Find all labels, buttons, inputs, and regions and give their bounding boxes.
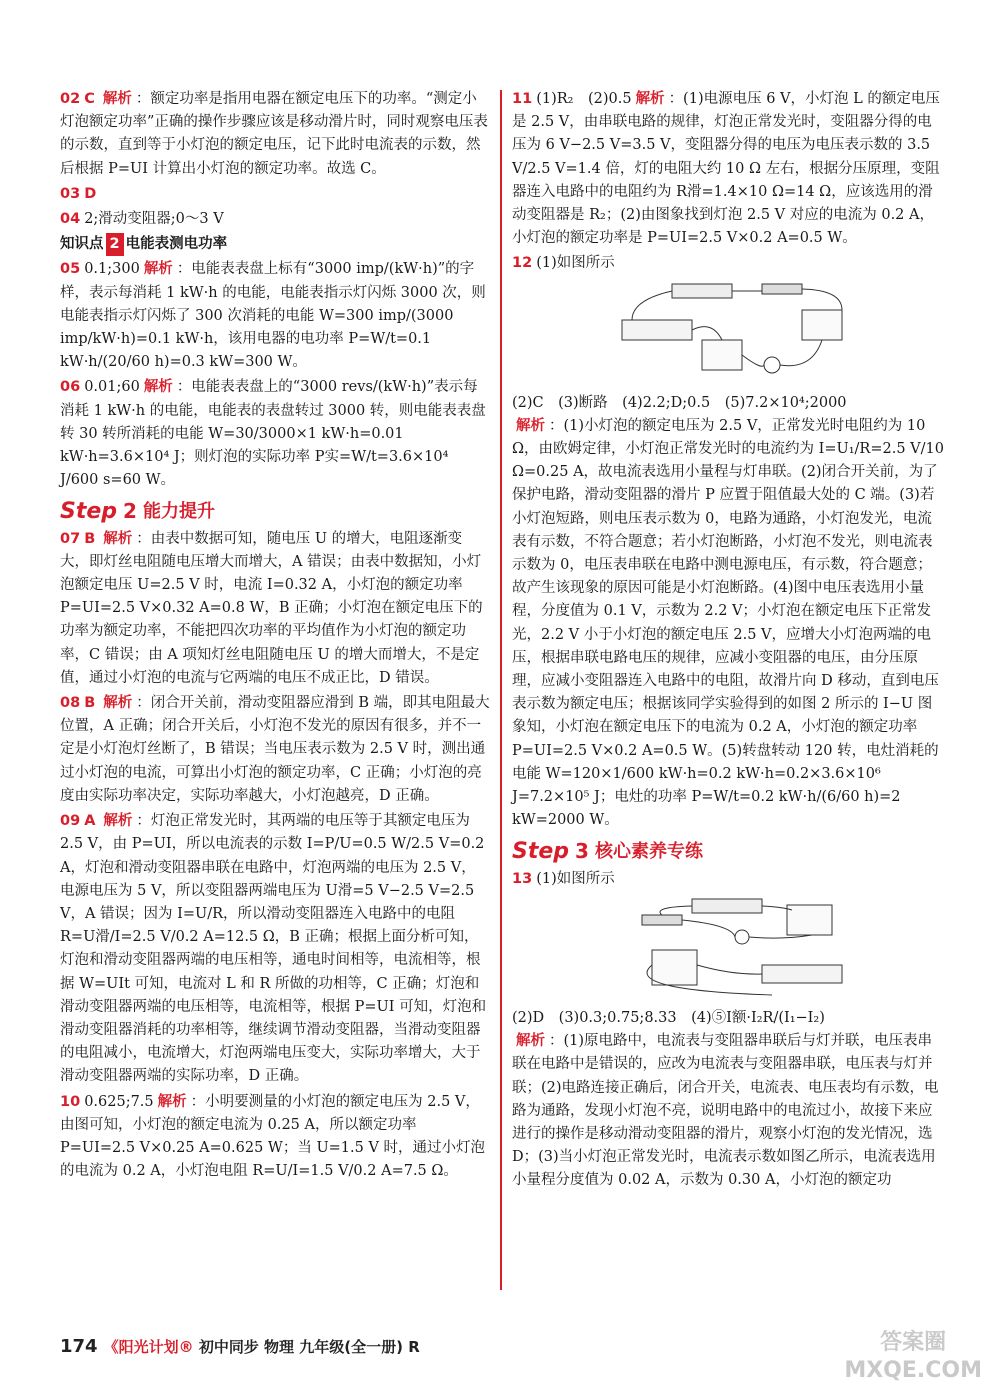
section-title: 电能表测电功率 <box>125 236 228 253</box>
section-prefix: 知识点 <box>60 236 104 253</box>
step-number: 2 <box>123 499 137 524</box>
analysis-label: 解析 <box>635 91 665 107</box>
item-number: 06 <box>60 379 81 396</box>
analysis-label: 解析 <box>516 1033 545 1050</box>
rheostat-icon <box>622 320 692 340</box>
answer-item <box>60 376 490 492</box>
item-answer: (2)C (3)断路 (4)2.2;D;0.5 (5)7.2×10⁴;2000 <box>512 394 847 411</box>
item-number: 10 <box>60 1093 81 1110</box>
circuit-figure <box>612 280 872 388</box>
analysis-text: ：额定功率是指用电器在额定电压下的功率。“测定小灯泡额定功率”正确的操作步骤应该是移动滑片时，同时观察电压表的示数，直到等于小灯泡的额定电压，记下此时电流表的示数，然后根据 P=UI 计算出小灯泡的额定功率。故选 C。 <box>60 91 488 177</box>
item-number: 09 <box>60 813 81 830</box>
step-word: Step <box>512 839 570 865</box>
item-answer: A <box>84 813 96 830</box>
answer-item <box>512 88 944 250</box>
step-title: 核心素养专练 <box>594 841 703 863</box>
answer-item <box>60 208 490 231</box>
section-badge: 2 <box>106 233 124 256</box>
voltmeter-icon <box>787 905 832 935</box>
analysis-text: ：小明要测量的小灯泡的额定电压为 2.5 V，由图可知，小灯泡的额定电流为 0.25 A，所以额定功率 P=UI=2.5 V×0.25 A=0.625 W；当 U=1.5 V 时，通过小灯泡的电流为 0.2 A，小灯泡电阻 R=U/I=1.5 V/0.2 A=7.5 Ω。 <box>60 1093 486 1180</box>
analysis-label: 解析 <box>143 261 173 278</box>
item-answer: 2;滑动变阻器;0～3 V <box>84 211 224 228</box>
item-answer: D <box>84 185 97 202</box>
watermark-line: 答案圈 <box>880 1330 947 1355</box>
brand-name: 《阳光计划® <box>103 1338 194 1356</box>
analysis-label: 解析 <box>143 379 173 396</box>
page-number: 174 <box>60 1336 98 1357</box>
battery-icon <box>692 899 762 913</box>
analysis-label: 解析 <box>102 91 132 107</box>
left-column <box>60 88 490 1185</box>
analysis-text: ：闭合开关前，滑动变阻器应滑到 B 端，即其电阻最大位置，A 正确；闭合开关后，小灯泡不发光的原因有很多，并不一定是小灯泡灯丝断了，B 错误；当电压表示数为 2.5 V 时，测出通过小灯泡的电流，可算出小灯泡的额定功率，C 正确；小灯泡的亮度由实际功率决定，实际功率越大，小灯泡越亮，D 正确。 <box>60 695 490 804</box>
item-answer: (1)如图所示 <box>536 870 615 887</box>
answer-item <box>60 183 490 206</box>
column-divider <box>500 90 502 1290</box>
item-number: 08 <box>60 695 81 712</box>
analysis-text: ：由表中数据可知，随电压 U 的增大，电阻逐渐变大，即灯丝电阻随电压增大而增大，A 错误；由表中数据知，小灯泡额定电压 U=2.5 V 时，电流 I=0.32 A，小灯泡的额定功率 P=UI=2.5 V×0.32 A=0.8 W，B 正确；小灯泡在额定电压下的功率为额定功率，不能把四次功率的平均值作为小灯泡的额定功率，C 错误；由 A 项知灯丝电阻随电压 U 的增大而增大，不是定值，通过小灯泡的电流与它两端的电压不成正比，D 错误。 <box>60 530 483 686</box>
item-answer: B <box>84 695 96 712</box>
analysis-label: 解析 <box>157 1093 187 1110</box>
step-title: 能力提升 <box>142 501 215 523</box>
item-number: 02 <box>60 91 81 107</box>
analysis-text: ：电能表表盘上的“3000 revs/(kW·h)”表示每消耗 1 kW·h 的电能，电能表的表盘转过 3000 转，则电能表表盘转 30 转所消耗的电能 W=30/3000×1 kW·h=0.01 kW·h=3.6×10⁴ J；则灯泡的实际功率 P实=W/t=3.6×10⁴ J/600 s=60 W。 <box>60 379 486 489</box>
item-number: 04 <box>60 211 81 228</box>
step-number: 3 <box>575 839 589 864</box>
item-answer: 0.01;60 <box>84 379 140 396</box>
step-word: Step <box>60 499 118 525</box>
rheostat-icon <box>762 965 842 983</box>
battery-icon <box>672 284 732 298</box>
switch-icon <box>762 284 802 294</box>
book-title: 初中同步 物理 九年级(全一册) R <box>198 1338 420 1356</box>
analysis-text: ：(1)电源电压 6 V，小灯泡 L 的额定电压是 2.5 V，由串联电路的规律，灯泡正常发光时，变阻器分得的电压为 6 V−2.5 V=3.5 V，变阻器分得的电压为电压表示数的 3.5 V/2.5 V=1.4 倍，灯的电阻大约 10 Ω 左右，根据分压原理，变阻器连入电路中的电阻约为 R滑=1.4×10 Ω=14 Ω，应该选用的滑动变阻器是 R₂；(2)由图象找到灯泡 2.5 V 对应的电流为 0.2 A，小灯泡的额定功率是 P=UI=2.5 V×0.2 A=0.5 W。 <box>512 91 940 247</box>
right-column <box>512 88 944 1195</box>
item-answer: (1)R₂ (2)0.5 <box>536 91 632 107</box>
ammeter-icon <box>652 950 697 985</box>
item-number: 11 <box>512 91 533 107</box>
answer-item <box>512 392 944 833</box>
analysis-text: ：灯泡正常发光时，其两端的电压等于其额定电压为 2.5 V，由 P=UI，所以电流表的示数 I=P/U=0.5 W/2.5 V=0.2 A，灯泡和滑动变阻器串联在电路中，灯泡两端的电压为 2.5 V，电源电压为 5 V，所以变阻器两端电压为 U滑=5 V−2.5 V=2.5 V，A 错误；因为 I=U/R，所以滑动变阻器连入电路中的电阻 R=U滑/I=2.5 V/0.2 A=12.5 Ω，B 正确；根据上面分析可知，灯泡和滑动变阻器两端的电压相等，通电时间相等，电流相等，根据 W=UIt 可知，电流对 L 和 R 所做的功相等，C 正确；灯泡和滑动变阻器两端的电压相等，电流相等，根据 P=UI 可知，灯泡和滑动变阻器消耗的功率相等，继续调节滑动变阻器，当滑动变阻器的电阻减小，电流增大，灯泡两端电压变大，实际功率增大，大于滑动变阻器两端的实际功率，D 正确。 <box>60 813 487 1085</box>
watermark-line: MXQE.COM <box>844 1358 982 1383</box>
lamp-icon <box>764 357 780 373</box>
item-answer: B <box>84 530 96 547</box>
ammeter-icon <box>702 340 742 370</box>
voltmeter-icon <box>802 310 842 340</box>
page-footer <box>60 1336 420 1357</box>
item-answer: 0.625;7.5 <box>84 1093 154 1110</box>
step-heading <box>512 840 944 863</box>
answer-item <box>60 810 490 1088</box>
analysis-text: ：(1)小灯泡的额定电压为 2.5 V，正常发光时电阻约为 10 Ω，由欧姆定律，小灯泡正常发光时的电流约为 I=U₁/R=2.5 V/10 Ω=0.25 A，故电流表选用小量程与灯串联。(2)闭合开关前，为了保护电路，滑动变阻器的滑片 P 应置于阻值最大处的 C 端。(3)若小灯泡短路，则电压表示数为 0，电路为通路，小灯泡发光，电流表有示数，不符合题意；若小灯泡断路，小灯泡不发光，则电流表示数为 0，电压表串联在电路中测电源电压，有示数，符合题意；故产生该现象的原因可能是小灯泡断路。(4)图中电压表选用小量程，分度值为 0.1 V，示数为 2.2 V；小灯泡在额定电压下正常发光，2.2 V 小于小灯泡的额定电压 2.5 V，应增大小灯泡两端的电压，根据串联电路电压的规律，应减小变阻器的电压，由分压原理，应减小变阻器连入电路中的电阻，故滑片向 D 移动，直到电压表示数为额定电压；根据该同学实验得到的如图 2 所示的 I−U 图象知，小灯泡在额定电压下的电流为 0.2 A，小灯泡的额定功率 P=UI=2.5 V×0.2 A=0.5 W。(5)转盘转动 120 转，电灶消耗的电能 W=120×1/600 kW·h=0.2 kW·h=0.2×3.6×10⁶ J=7.2×10⁵ J；电灶的功率 P=W/t=0.2 kW·h/(6/60 h)=2 kW=2000 W。 <box>512 417 944 829</box>
analysis-text: ：电能表表盘上标有“3000 imp/(kW·h)”的字样，表示每消耗 1 kW·h 的电能，电能表指示灯闪烁 3000 次，则电能表指示灯闪烁了 300 次消耗的电能 W=300 imp/(3000 imp/kW·h)=0.1 kW·h，该用电器的电功率 P=W/t=0.1 kW·h/(20/60 h)=0.3 kW=300 W。 <box>60 261 486 371</box>
watermark <box>844 1329 982 1385</box>
answer-item <box>512 252 944 275</box>
item-answer: (1)如图所示 <box>536 255 615 272</box>
answer-item <box>512 1007 944 1193</box>
item-answer: 0.1;300 <box>84 261 140 278</box>
item-number: 03 <box>60 185 81 202</box>
analysis-label: 解析 <box>516 417 545 434</box>
item-answer: (2)D (3)0.3;0.75;8.33 (4)⑤I额·I₂R/(I₁−I₂) <box>512 1009 825 1026</box>
switch-icon <box>642 915 682 925</box>
section-heading <box>60 233 490 256</box>
analysis-label: 解析 <box>103 813 133 830</box>
answer-item <box>512 868 944 891</box>
analysis-label: 解析 <box>103 530 133 547</box>
answer-item <box>60 88 490 181</box>
item-answer: C <box>84 91 95 107</box>
analysis-text: ：(1)原电路中，电流表与变阻器串联后与灯并联，电压表串联在电路中是错误的，应改为电流表与变阻器串联，电压表与灯并联；(2)电路连接正确后，闭合开关，电流表、电压表均有示数，电路为通路，发现小灯泡不亮，说明电路中的电流过小，故接下来应进行的操作是移动滑动变阻器的滑片，观察小灯泡的发光情况，选 D；(3)当小灯泡正常发光时，电流表示数如图乙所示，电流表选用小量程分度值为 0.02 A，示数为 0.30 A，小灯泡的额定功 <box>512 1033 939 1189</box>
answer-item <box>60 528 490 690</box>
circuit-figure-2 <box>612 895 872 1003</box>
answer-item <box>60 1091 490 1184</box>
item-number: 07 <box>60 530 81 547</box>
answer-item <box>60 692 490 808</box>
item-number: 05 <box>60 261 81 278</box>
answer-item <box>60 258 490 374</box>
item-number: 12 <box>512 255 533 272</box>
item-number: 13 <box>512 870 533 887</box>
lamp-icon <box>735 930 749 944</box>
analysis-label: 解析 <box>103 695 133 712</box>
step-heading <box>60 500 490 523</box>
